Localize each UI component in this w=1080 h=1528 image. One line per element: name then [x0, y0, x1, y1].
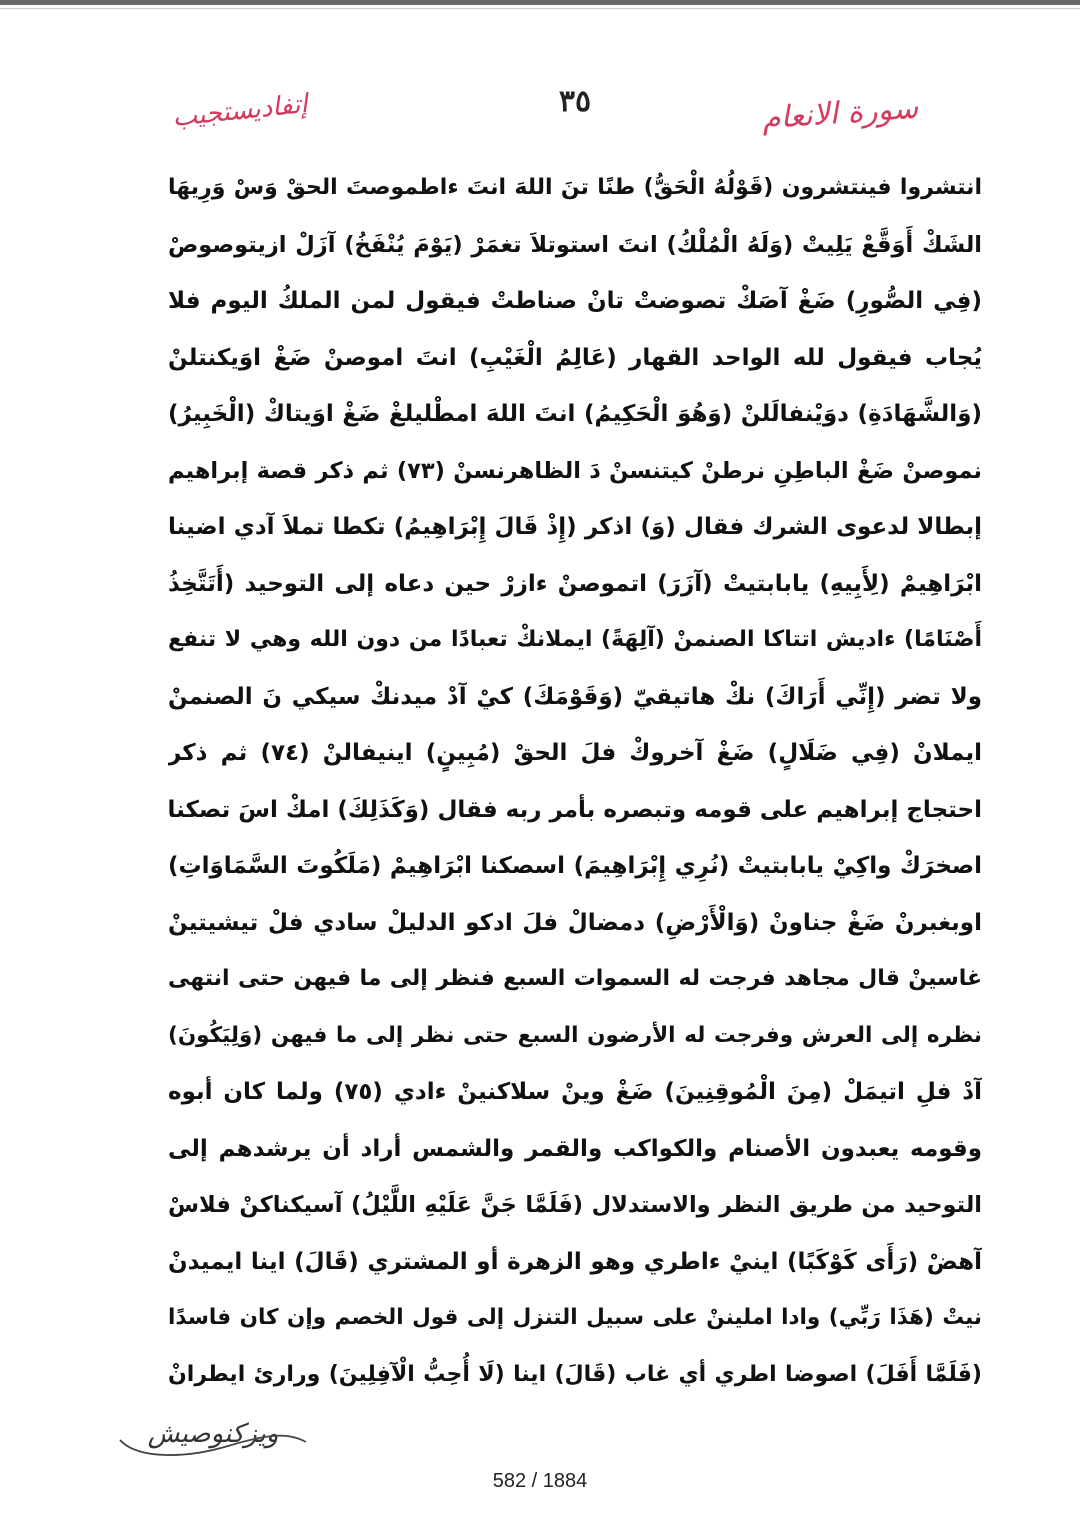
text-line: ابْرَاهِيمْ (لِأَبِيهِ) يابابتيتْ (آزَرَ) اتموصنْ ءازرْ حين دعاه إلى التوحيد (أَتَتَّخِذُ: [168, 570, 982, 597]
text-line: (فِي الصُّورِ) ضَغْ آصَكْ تصوضتْ تانْ صناطتْ فيقول لمن الملكُ اليوم فلا: [168, 288, 982, 314]
text-line: (وَالشَّهَادَةِ) دوَيْنفالَلنْ (وَهُوَ الْحَكِيمُ) انتَ اللهَ امطْليلغْ ضَغْ اوَيتاكْ (الْخَبِيرُ): [168, 401, 982, 427]
text-line: انتشروا فينتشرون (قَوْلُهُ الْحَقُّ) طنًا تنَ اللهَ انتَ ءاطموصتَ الحقْ وَسْ وَرِيهَا: [168, 175, 982, 200]
handwritten-signature: [108, 1402, 318, 1466]
text-line: آهضْ (رَأَى كَوْكَبًا) اينيْ ءاطري وهو الزهرة أو المشتري (قَالَ) اينا ايميدنْ: [168, 1248, 982, 1275]
text-line: نظره إلى العرش وفرجت له الأرضون السبع حتى نظر إلى ما فيهن (وَلِيَكُونَ): [168, 1022, 982, 1048]
handwritten-surah-title: سورة الانعام: [760, 90, 920, 137]
text-line: نيتْ (هَذَا رَبِّي) وادا امليننْ على سبيل التنزل إلى قول الخصم وإن كان فاسدًا: [168, 1305, 982, 1330]
text-line: غاسينْ قال مجاهد فرجت له السموات السبع فنظر إلى ما فيهن حتى انتهى: [168, 966, 982, 991]
signature-flourish-icon: [108, 1402, 318, 1466]
text-line: آدْ فلِ اتيمَلْ (مِنَ الْمُوقِنِينَ) ضَغْ وينْ سلاكنينْ ءادي (٧٥) ولما كان أبوه: [168, 1079, 982, 1105]
page-number: ٣٥: [558, 84, 592, 119]
text-line: أَصْنَامًا) ءاديش اتتاكا الصنمنْ (آلِهَةً) ايملانكْ تعبادًا من دون الله وهي لا تنفع: [168, 627, 982, 652]
text-line: احتجاج إبراهيم على قومه وتبصره بأمر ربه فقال (وَكَذَلِكَ) امكْ اسَ تصكنا: [168, 796, 982, 823]
text-line: يُجاب فيقول لله الواحد القهار (عَالِمُ الْغَيْبِ) انتَ اموصنْ ضَغْ اوَيكنتلنْ: [168, 344, 982, 371]
text-line: التوحيد من طريق النظر والاستدلال (فَلَمَّا جَنَّ عَلَيْهِ اللَّيْلُ) آسيكناكنْ فلاسْ: [168, 1192, 982, 1218]
page-top-edge: [0, 0, 1080, 5]
body-text: [168, 160, 982, 1403]
page-top-edge-shadow: [0, 8, 1080, 9]
text-line: إبطالا لدعوى الشرك فقال (وَ) اذكر (إِذْ قَالَ إِبْرَاهِيمُ) تكطا تملاَ آدي اضينا: [168, 514, 982, 540]
text-line: (فَلَمَّا أَفَلَ) اصوضا اطري أي غاب (قَالَ) اينا (لَا أُحِبُّ الْآفِلِينَ) ورارئ ايطرانْ: [168, 1361, 982, 1387]
text-line: الشَكْ أَوَقَّعْ يَلِيتْ (وَلَهُ الْمُلْكُ) انتَ استوتلاَ تغمَرْ (يَوْمَ يُنْفَخُ) آزَلْ ازيتوصوصْ: [168, 231, 982, 258]
text-line: اصخرَكْ واكِيْ يابابتيتْ (نُرِي إِبْرَاهِيمَ) اسصكنا ابْرَاهِيمْ (مَلَكُوتَ السَّمَاوَاتِ): [168, 853, 982, 879]
text-line: ايملانْ (فِي ضَلَالٍ) ضَغْ آخروكْ فلَ الحقْ (مُبِينٍ) اينيفالنْ (٧٤) ثم ذكر: [168, 740, 982, 766]
text-line: ولا تضر (إِنِّي أَرَاكَ) نكْ هاتيقيّ (وَقَوْمَكَ) كيْ آدْ ميدنكْ سيكي نَ الصنمنْ: [168, 683, 982, 710]
text-line: اوبغبرنْ ضَغْ جناونْ (وَالْأَرْضِ) دمضالْ فلَ ادكو الدليلْ سادي فلْ تيشيتينْ: [168, 909, 982, 936]
text-line: وقومه يعبدون الأصنام والكواكب والقمر والشمس أراد أن يرشدهم إلى: [168, 1135, 982, 1162]
page-counter: 582 / 1884: [492, 1470, 588, 1492]
handwritten-note-left: إتفاديستجيب: [171, 88, 309, 134]
text-line: نموصنْ ضَغْ الباطِنِ نرطنْ كيتنسنْ دَ الظاهرنسنْ (٧٣) ثم ذكر قصة إبراهيم: [168, 457, 982, 484]
signature-text: ويزكنوصيش: [147, 1419, 279, 1449]
